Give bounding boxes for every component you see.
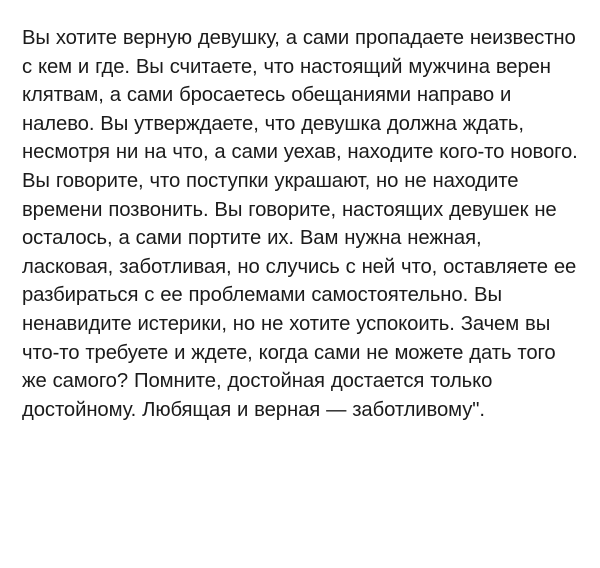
document-body-text: Вы хотите верную девушку, а сами пропадаете неизвестно с кем и где. Вы считаете, что настоящий мужчина верен клятвам, а сами бросаетесь обещаниями направо и налево. Вы утверждаете, что девушка должна ждать, несмотря ни на что, а сами уехав, находите кого-то нового. Вы говорите, что поступки украшают, но не находите времени позвонить. Вы говорите, настоящих девушек не осталось, а сами портите их. Вам нужна нежная, ласковая, заботливая, но случись с ней что, оставляете ее разбираться с ее проблемами самостоятельно. Вы ненавидите истерики, но не хотите успокоить. Зачем вы что-то требуете и ждете, когда сами не можете дать того же самого? Помните, достойная достается только достойному. Любящая и верная — заботливому". [22, 27, 584, 421]
